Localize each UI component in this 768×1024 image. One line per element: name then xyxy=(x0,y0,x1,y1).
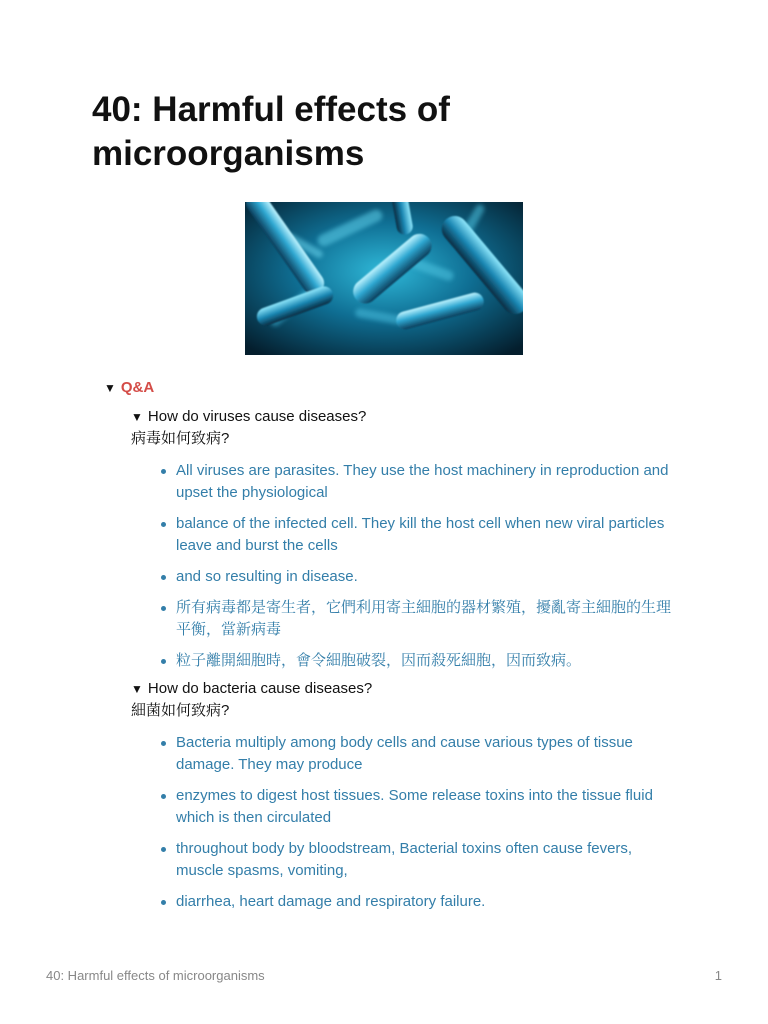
list-item: enzymes to digest host tissues. Some release toxins into the tissue fluid which is then circulated xyxy=(160,785,680,829)
question-toggle-viruses[interactable] xyxy=(131,406,691,450)
question-toggle-bacteria[interactable] xyxy=(131,678,691,722)
triangle-down-icon[interactable]: ▼ xyxy=(131,410,143,424)
list-item: Bacteria multiply among body cells and cause various types of tissue damage. They may produce xyxy=(160,732,680,776)
question-text: How do bacteria cause diseases? xyxy=(147,680,373,697)
list-item: 所有病毒都是寄生者，它們利用寄主細胞的器材繁殖，擾亂寄主細胞的生理平衡，當新病毒 xyxy=(160,597,680,641)
question-text: How do viruses cause diseases? xyxy=(147,408,367,425)
list-item: 粒子離開細胞時，會令細胞破裂，因而殺死細胞，因而致病。 xyxy=(160,650,680,672)
triangle-down-icon[interactable]: ▼ xyxy=(131,682,143,696)
list-item: and so resulting in disease. xyxy=(160,566,680,588)
page-title: 40: Harmful effects of microorganisms xyxy=(92,90,450,173)
footer-title: 40: Harmful effects of microorganisms xyxy=(46,968,265,983)
qa-toggle[interactable] xyxy=(104,377,154,399)
question-text-zh: 細菌如何致病? xyxy=(131,702,230,719)
list-item: balance of the infected cell. They kill the host cell when new viral particles leave and burst the cells xyxy=(160,513,680,557)
triangle-down-icon[interactable]: ▼ xyxy=(104,381,116,395)
qa-label: Q&A xyxy=(120,379,155,396)
list-item: diarrhea, heart damage and respiratory failure. xyxy=(160,891,680,913)
answer-list-viruses xyxy=(160,460,680,672)
page-number: 1 xyxy=(714,968,722,983)
bacteria-image xyxy=(245,202,523,355)
list-item: All viruses are parasites. They use the host machinery in reproduction and upset the physiological xyxy=(160,460,680,504)
answer-list-bacteria xyxy=(160,732,680,913)
question-text-zh: 病毒如何致病? xyxy=(131,430,230,447)
list-item: throughout body by bloodstream, Bacterial toxins often cause fevers, muscle spasms, vomiting, xyxy=(160,838,680,882)
